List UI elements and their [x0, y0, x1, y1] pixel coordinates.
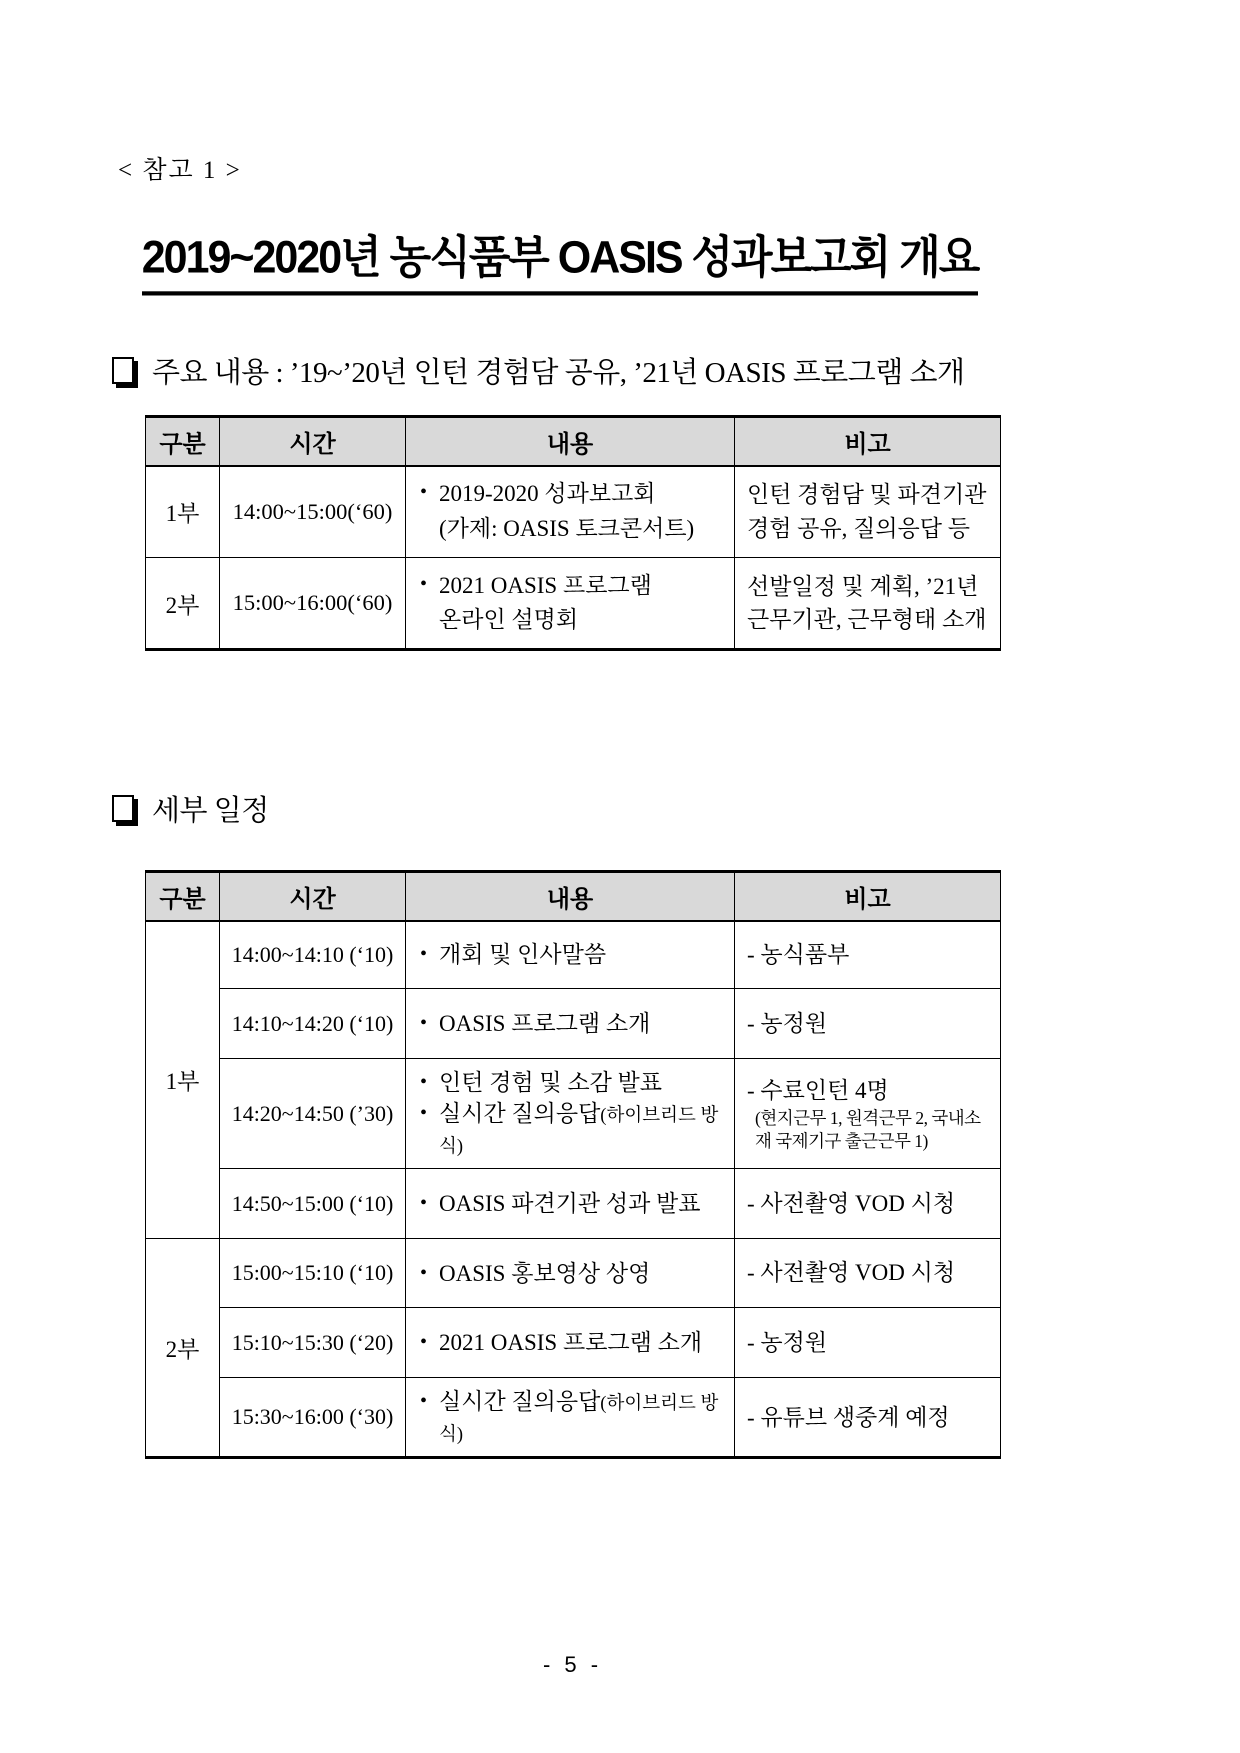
page-title: 2019~2020년 농식품부 OASIS 성과보고회 개요	[142, 222, 978, 296]
col-header-note: 비고	[735, 417, 1001, 466]
part-cell: 1부	[146, 921, 220, 1239]
shadowed-square-bullet-icon	[112, 357, 134, 384]
time-cell: 14:00~15:00(‘60)	[220, 466, 406, 558]
content-cell	[406, 989, 735, 1059]
table-row	[146, 1308, 1001, 1378]
content-cell	[406, 466, 735, 558]
note-cell: - 농정원	[735, 1308, 1001, 1378]
table-row	[146, 1169, 1001, 1239]
content-line: 2021 OASIS 프로그램 소개	[439, 1330, 703, 1356]
item-bullet-icon: •	[420, 481, 428, 504]
time-cell: 15:30~16:00 (‘30)	[220, 1378, 406, 1458]
content-cell	[406, 1308, 735, 1378]
table-row	[146, 989, 1001, 1059]
col-header-content: 내용	[406, 417, 735, 466]
content-line: 온라인 설명회	[439, 607, 579, 632]
table-row	[146, 1059, 1001, 1169]
content-line: 2019-2020 성과보고회	[439, 481, 656, 507]
item-bullet-icon: •	[420, 1390, 428, 1413]
page-title-wrap	[100, 222, 1020, 292]
item-bullet-icon: •	[420, 1331, 428, 1354]
shadowed-square-bullet-icon	[112, 795, 134, 822]
item-bullet-icon: •	[420, 1192, 428, 1215]
col-header-time: 시간	[220, 872, 406, 921]
table-row	[146, 1378, 1001, 1458]
note-cell: 인턴 경험담 및 파견기관 경험 공유, 질의응답 등	[735, 466, 1001, 558]
reference-label: < 참고 1 >	[118, 157, 242, 184]
part-cell: 1부	[146, 466, 220, 558]
table-row	[146, 921, 1001, 989]
content-line: 인턴 경험 및 소감 발표	[439, 1070, 662, 1095]
content-line: OASIS 프로그램 소개	[439, 1010, 651, 1036]
col-header-content: 내용	[406, 872, 735, 921]
note-cell: - 유튜브 생중계 예정	[735, 1378, 1001, 1458]
part-cell: 2부	[146, 1239, 220, 1458]
item-bullet-icon: •	[420, 1071, 428, 1093]
time-cell: 14:10~14:20 (‘10)	[220, 989, 406, 1059]
content-cell	[406, 1378, 735, 1458]
col-header-part: 구분	[146, 872, 220, 921]
content-cell	[406, 921, 735, 989]
time-cell: 14:00~14:10 (‘10)	[220, 921, 406, 989]
time-cell: 14:50~15:00 (‘10)	[220, 1169, 406, 1239]
content-line: 실시간 질의응답(하이브리드 방식)	[439, 1101, 719, 1158]
note-main: - 수료인턴 4명	[747, 1078, 889, 1104]
time-cell: 15:00~15:10 (‘10)	[220, 1239, 406, 1308]
content-cell	[406, 558, 735, 650]
table-row	[146, 466, 1001, 558]
content-line: 실시간 질의응답(하이브리드 방식)	[439, 1389, 719, 1446]
section-heading-overview	[112, 350, 965, 391]
note-cell: - 사전촬영 VOD 시청	[735, 1239, 1001, 1308]
overview-table-header-row	[146, 417, 1001, 466]
col-header-note: 비고	[735, 872, 1001, 921]
note-cell: - 농식품부	[735, 921, 1001, 989]
item-bullet-icon: •	[420, 572, 428, 595]
table-row	[146, 1239, 1001, 1308]
content-line: OASIS 파견기관 성과 발표	[439, 1191, 701, 1217]
item-bullet-icon: •	[420, 943, 428, 966]
content-cell	[406, 1239, 735, 1308]
content-cell	[406, 1169, 735, 1239]
page-number: - 5 -	[542, 1652, 603, 1677]
note-small: (현지근무 1, 원격근무 2, 국내소재 국제기구 출근근무 1)	[755, 1108, 981, 1152]
item-bullet-icon: •	[420, 1102, 428, 1125]
time-cell: 15:00~16:00(‘60)	[220, 558, 406, 650]
content-line: 2021 OASIS 프로그램	[439, 572, 652, 598]
item-bullet-icon: •	[420, 1011, 428, 1034]
content-line-small: (하이브리드 방식)	[439, 1106, 719, 1158]
schedule-table	[145, 870, 1001, 1459]
col-header-time: 시간	[220, 417, 406, 466]
content-line-small: (하이브리드 방식)	[439, 1394, 719, 1446]
section-heading-schedule-label: 세부 일정	[152, 795, 269, 827]
content-line: (가제: OASIS 토크콘서트)	[439, 515, 695, 541]
time-cell: 14:20~14:50 (’30)	[220, 1059, 406, 1169]
item-bullet-icon: •	[420, 1261, 428, 1284]
note-cell: - 사전촬영 VOD 시청	[735, 1169, 1001, 1239]
content-line: 개회 및 인사말씀	[439, 942, 607, 968]
section-heading-overview-label: 주요 내용 : ’19~’20년 인턴 경험담 공유, ’21년 OASIS 프로그램 소개	[152, 357, 965, 389]
col-header-part: 구분	[146, 417, 220, 466]
table-row	[146, 558, 1001, 650]
note-cell	[735, 1059, 1001, 1169]
note-cell: - 농정원	[735, 989, 1001, 1059]
section-heading-schedule	[112, 788, 269, 829]
content-line: OASIS 홍보영상 상영	[439, 1260, 651, 1286]
note-cell: 선발일정 및 계획, ’21년 근무기관, 근무형태 소개	[735, 558, 1001, 650]
time-cell: 15:10~15:30 (‘20)	[220, 1308, 406, 1378]
part-cell: 2부	[146, 558, 220, 650]
schedule-table-header-row	[146, 872, 1001, 921]
overview-table	[145, 415, 1001, 651]
content-cell	[406, 1059, 735, 1169]
